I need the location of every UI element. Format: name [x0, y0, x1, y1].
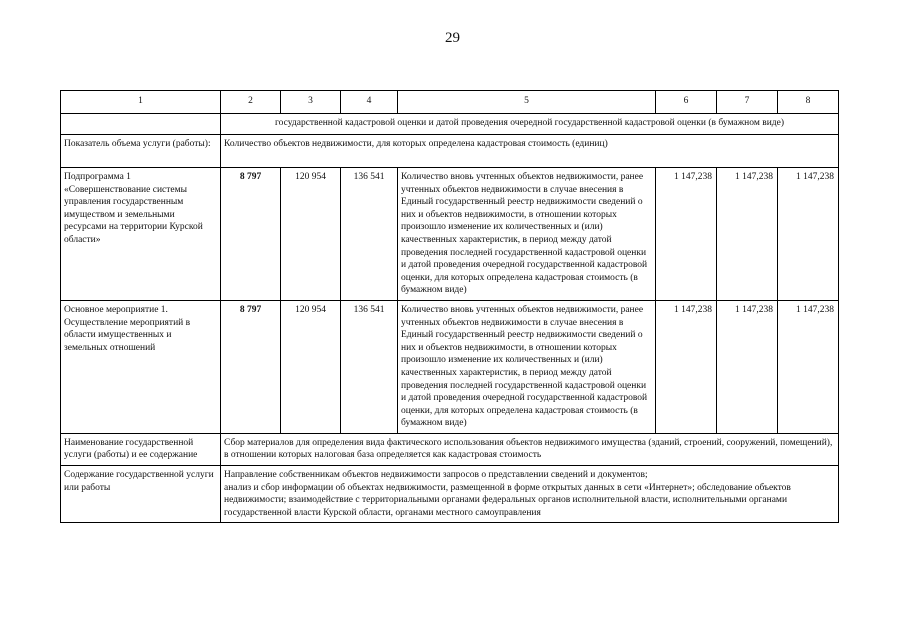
column-header-8: 8	[778, 91, 839, 114]
row-value-col8: 1 147,238	[778, 168, 839, 301]
row-value-col3: 120 954	[281, 168, 341, 301]
row-value-col3: 120 954	[281, 300, 341, 433]
row-value-col2: 8 797	[221, 300, 281, 433]
service-content-row	[61, 466, 839, 523]
column-header-6: 6	[656, 91, 717, 114]
volume-indicator-row	[61, 135, 839, 168]
table-row	[61, 300, 839, 433]
service-content-value: Направление собственникам объектов недвижимости запросов о представлении сведений и документов; анализ и сбор информации об объектах недвижимости, размещенной в форме открытых данных в сети «Интернет»; обследование объектов недвижимости; взаимодействие с территориальными органами федеральных органов исполнительной власти, исполнительными органами государственной власти Курской области, органами местного самоуправления	[221, 466, 839, 523]
row-value-col7: 1 147,238	[717, 168, 778, 301]
row-value-col4: 136 541	[341, 168, 398, 301]
page-number: 29	[445, 30, 460, 46]
volume-indicator-label: Показатель объема услуги (работы):	[61, 135, 221, 168]
row-description: Количество вновь учтенных объектов недвижимости, ранее учтенных объектов недвижимости в случае внесения в Единый государственный реестр недвижимости сведений о них и объектов недвижимости, в отношении которых произошло изменение их количественных и (или) качественных характеристик, в период между датой проведения последней государственной кадастровой оценки и датой проведения очередной государственной кадастровой оценки, для которых определена кадастровая стоимость (в бумажном виде)	[398, 168, 656, 301]
intro-row-empty-cell	[61, 114, 221, 135]
service-name-label: Наименование государственной услуги (работы) и ее содержание	[61, 433, 221, 465]
intro-row-text: государственной кадастровой оценки и датой проведения очередной государственной кадастровой оценки (в бумажном виде)	[221, 114, 839, 135]
column-header-1: 1	[61, 91, 221, 114]
row-value-col6: 1 147,238	[656, 168, 717, 301]
row-name: Основное мероприятие 1. Осуществление мероприятий в области имущественных и земельных отношений	[61, 300, 221, 433]
row-value-col4: 136 541	[341, 300, 398, 433]
row-name: Подпрограмма 1 «Совершенствование системы управления государственным имуществом и земельными ресурсами на территории Курской области»	[61, 168, 221, 301]
column-header-2: 2	[221, 91, 281, 114]
volume-indicator-value: Количество объектов недвижимости, для которых определена кадастровая стоимость (единиц)	[221, 135, 839, 168]
column-header-3: 3	[281, 91, 341, 114]
service-name-value: Сбор материалов для определения вида фактического использования объектов недвижимого имущества (зданий, строений, сооружений, помещений), в отношении которых налоговая база определяется как кадастровая стоимость	[221, 433, 839, 465]
service-content-label: Содержание государственной услуги или работы	[61, 466, 221, 523]
row-value-col7: 1 147,238	[717, 300, 778, 433]
column-header-5: 5	[398, 91, 656, 114]
row-value-col8: 1 147,238	[778, 300, 839, 433]
column-header-row	[61, 91, 839, 114]
row-description: Количество вновь учтенных объектов недвижимости, ранее учтенных объектов недвижимости в случае внесения в Единый государственный реестр недвижимости сведений о них и объектов недвижимости, в отношении которых произошло изменение их количественных и (или) качественных характеристик, в период между датой проведения последней государственной кадастровой оценки и датой проведения очередной государственной кадастровой оценки, для которых определена кадастровая стоимость (в бумажном виде)	[398, 300, 656, 433]
intro-row	[61, 114, 839, 135]
table-row	[61, 168, 839, 301]
row-value-col2: 8 797	[221, 168, 281, 301]
column-header-7: 7	[717, 91, 778, 114]
service-name-row	[61, 433, 839, 465]
program-table	[60, 90, 839, 523]
column-header-4: 4	[341, 91, 398, 114]
row-value-col6: 1 147,238	[656, 300, 717, 433]
